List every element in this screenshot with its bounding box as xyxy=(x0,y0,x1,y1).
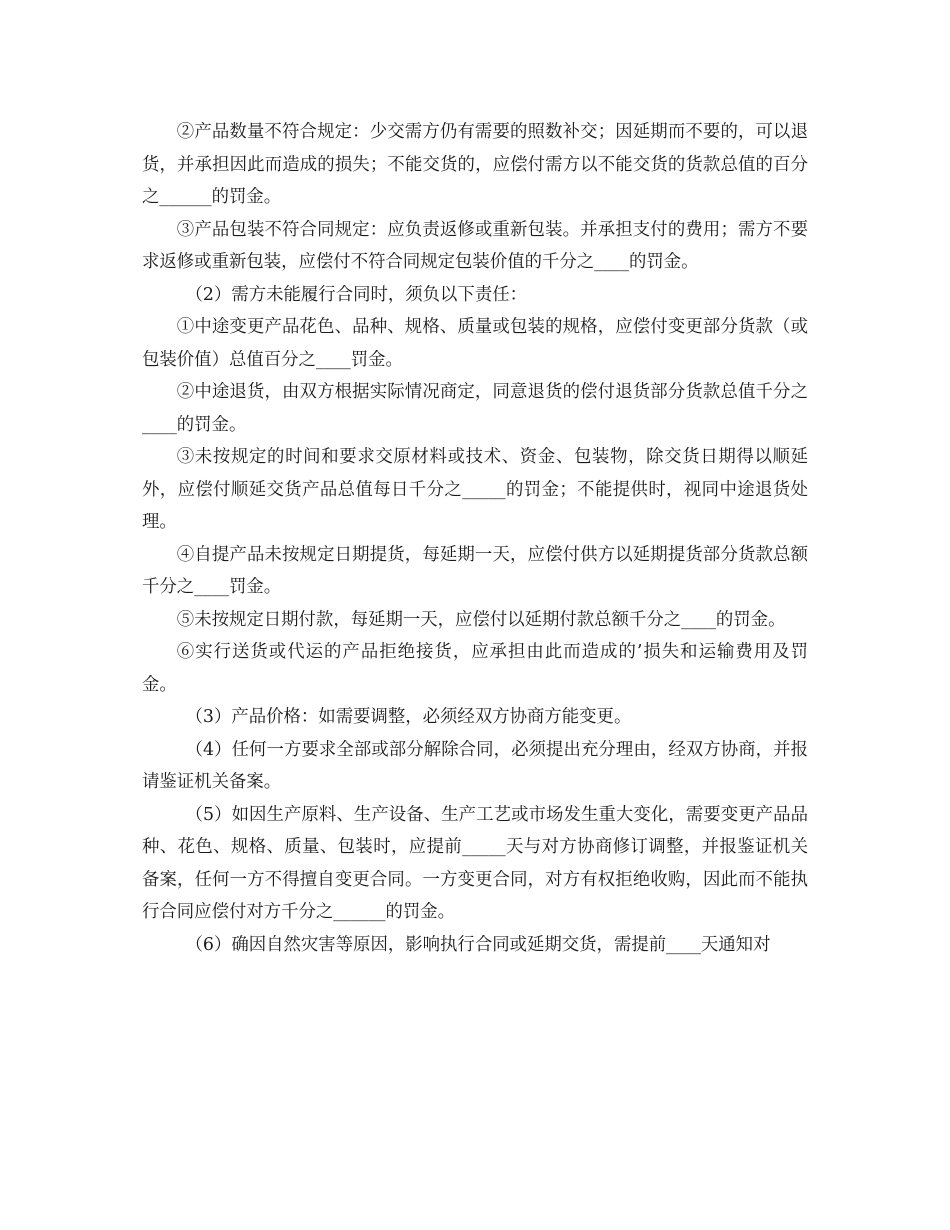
paragraph-contract-termination: （4）任何一方要求全部或部分解除合同，必须提出充分理由，经双方协商，并报请鉴证机关备案。 xyxy=(142,739,808,792)
paragraph-packaging-nonconformity: ③产品包装不符合同规定：应负责返修或重新包装。并承担支付的费用；需方不要求返修或重新包装，应偿付不符合同规定包装价值的千分之____的罚金。 xyxy=(142,219,808,272)
paragraph-major-changes: （5）如因生产原料、生产设备、生产工艺或市场发生重大变化，需要变更产品品种、花色、规格、质量、包装时，应提前_____天与对方协商修订调整，并报鉴证机关备案，任何一方不得擅自变更合同。一方变更合同，对方有权拒绝收购，因此而不能执行合同应偿付对方千分之______的罚金。 xyxy=(142,804,808,922)
paragraph-pickup-delay: ④自提产品未按规定日期提货，每延期一天，应偿付供方以延期提货部分货款总额千分之____罚金。 xyxy=(142,544,808,597)
paragraph-buyer-liability-heading: （2）需方未能履行合同时，须负以下责任： xyxy=(185,284,527,305)
document-body xyxy=(142,116,808,961)
paragraph-quantity-nonconformity: ②产品数量不符合规定：少交需方仍有需要的照数补交；因延期而不要的，可以退货，并承担因此而造成的损失；不能交货的，应偿付需方以不能交货的货款总值的百分之______的罚金。 xyxy=(142,122,808,207)
paragraph-force-majeure: （6）确因自然灾害等原因，影响执行合同或延期交货，需提前____天通知对 xyxy=(185,934,771,955)
paragraph-payment-delay: ⑤未按规定日期付款，每延期一天，应偿付以延期付款总额千分之____的罚金。 xyxy=(176,609,786,630)
paragraph-price-adjustment: （3）产品价格：如需要调整，必须经双方协商方能变更。 xyxy=(185,707,632,727)
paragraph-midway-return: ②中途退货，由双方根据实际情况商定，同意退货的偿付退货部分货款总值千分之____的罚金。 xyxy=(142,382,808,435)
paragraph-materials-delay: ③未按规定的时间和要求交原材料或技术、资金、包装物，除交货日期得以顺延外，应偿付顺延交货产品总值每日千分之_____的罚金；不能提供时，视同中途退货处理。 xyxy=(142,447,808,532)
paragraph-midway-change: ①中途变更产品花色、品种、规格、质量或包装的规格，应偿付变更部分货款（或包装价值）总值百分之____罚金。 xyxy=(142,317,808,370)
paragraph-refuse-delivery: ⑥实行送货或代运的产品拒绝接货，应承担由此而造成的’损失和运输费用及罚金。 xyxy=(142,642,808,695)
